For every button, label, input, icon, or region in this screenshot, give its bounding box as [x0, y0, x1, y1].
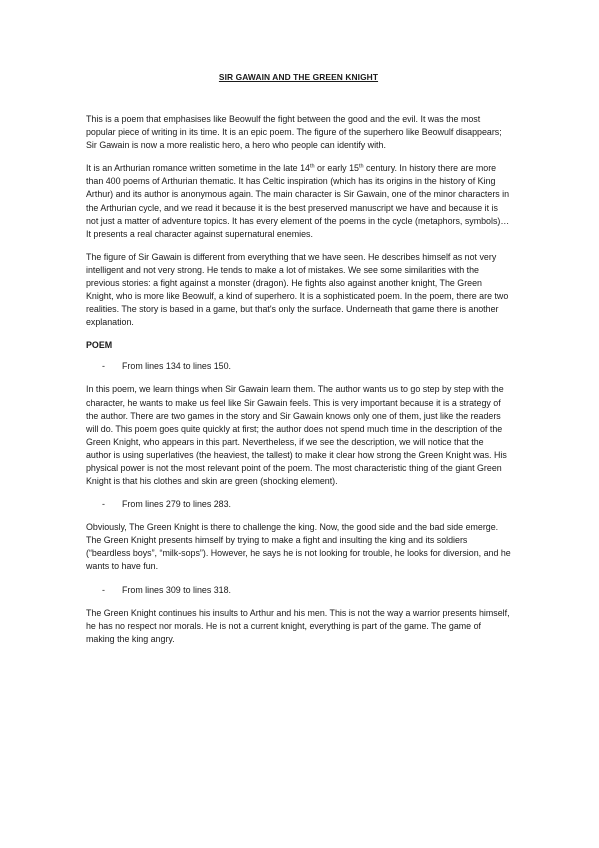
list-item-text: From lines 279 to lines 283.	[122, 499, 232, 510]
paragraph-challenge: Obviously, The Green Knight is there to challenge the king. Now, the good side and the bad side emerge. The Green Knight presents himself by trying to make a fight and insulting the king and its soldiers (“beardless boys”, “milk-sops”). However, he says he is not looking for trouble, he looks for diversion, and he wants to have fun.	[86, 522, 511, 572]
list-item-lines-279	[86, 498, 511, 510]
list-dash: -	[102, 584, 105, 595]
paragraph-figure: The figure of Sir Gawain is different from everything that we have seen. He describes himself as not very intelligent and not very strong. He tends to make a lot of mistakes. We see some similarities with the previous stories: a fight against a monster (dragon). He fights also against another knight, The Green Knight, who is more like Beowulf, a kind of superhero. It is a sophisticated poem. In the poem, there are two realities. The story is based in a game, but that's only the surface. Underneath that game there is another explanation.	[86, 251, 509, 328]
superscript-th-2: th	[358, 163, 364, 170]
paragraph-intro: This is a poem that emphasises like Beowulf the fight between the good and the evil. It was the most popular piece of writing in its time. It is an epic poem. The figure of the superhero like Beowulf disappears; Sir Gawain is now a more realistic hero, a hero who people can identify with.	[86, 114, 502, 151]
paragraph-insults: The Green Knight continues his insults to Arthur and his men. This is not the way a warrior presents himself, he has no respect nor morals. He is not a current knight, everything is part of the game. The game of making the king angry.	[86, 607, 510, 644]
paragraph-arthurian-part-a: It is an Arthurian romance written sometime in the late 14	[86, 163, 310, 174]
list-item-lines-134	[86, 360, 511, 372]
paragraph-arthurian-part-b: or early 15	[314, 163, 359, 174]
section-heading-poem: POEM	[86, 340, 113, 351]
paragraph-poem-analysis: In this poem, we learn things when Sir Gawain learn them. The author wants us to go step by step with the character, he wants to make us feel like Sir Gawain feels. This is very important because it is a strategy of the author. There are two games in the story and Sir Gawain knows only one of them, just like the readers will do. This poem goes quite quickly at first; the author does not spend much time in the description of the Green Knight, who appears in this part. Nevertheless, if we see the description, we will notice that the author is using superlatives (the heaviest, the tallest) to make it clear how strong the Green Knight was. His physical power is not the most relevant point of the poem. The most characteristic thing of the giant Green Knight is that his clothes and skin are green (shocking element).	[86, 384, 507, 487]
list-item-text: From lines 309 to lines 318.	[122, 584, 232, 595]
list-dash: -	[102, 499, 105, 510]
list-item-lines-309	[86, 584, 511, 596]
document-title: SIR GAWAIN AND THE GREEN KNIGHT	[218, 72, 379, 82]
list-dash: -	[102, 361, 105, 372]
superscript-th-1: th	[309, 163, 315, 170]
paragraph-arthurian-part-c: century. In history there are more than 400 poems of Arthurian thematic. It has Celtic inspiration (which has its origins in the history of King Arthur) and its author is anonymous again. The main character is Sir Gawain, one of the minor characters in the Arthurian cycle, and we read it because it is the best preserved manuscript we have and because it is not just a matter of adventure topics. It has every element of the poems in the cycle (metaphors, symbols)… It presents a real character against supernatural enemies.	[86, 163, 510, 239]
paragraph-arthurian	[86, 162, 511, 241]
list-item-text: From lines 134 to lines 150.	[122, 361, 232, 372]
